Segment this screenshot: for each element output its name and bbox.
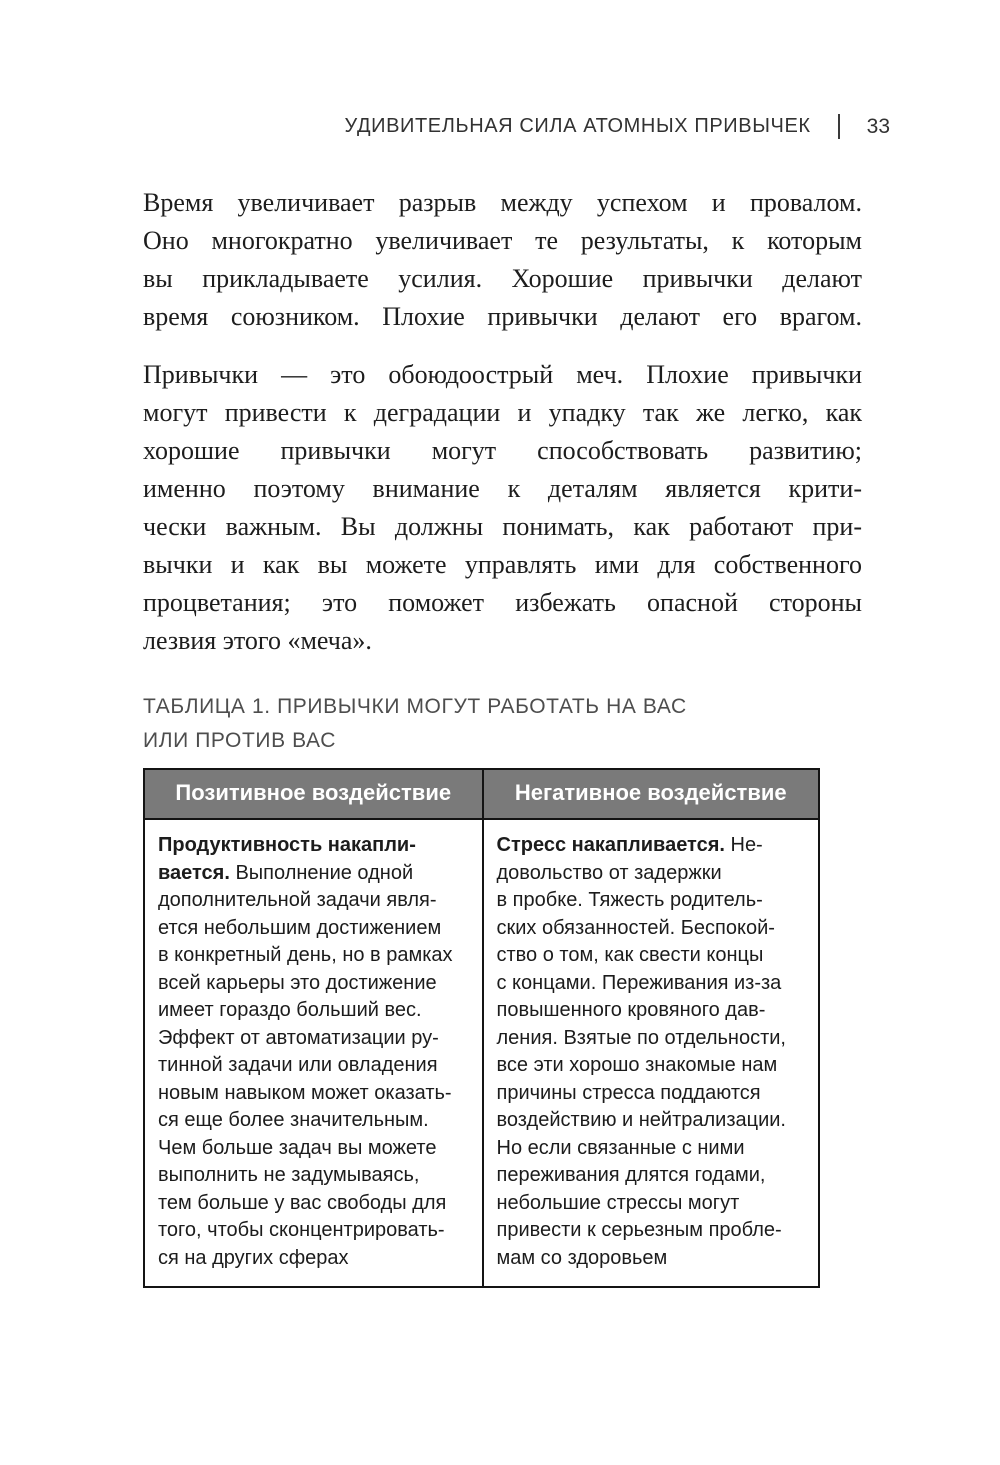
cell-text: ления. Взятые по отдельности, [496, 1026, 786, 1049]
cell-line [158, 942, 472, 970]
cell-text: ся на других сферах [158, 1246, 349, 1269]
running-head-title: УДИВИТЕЛЬНАЯ СИЛА АТОМНЫХ ПРИВЫЧЕК [344, 115, 811, 137]
cell-line [158, 1245, 472, 1273]
body-paragraph-1 [143, 184, 862, 336]
cell-text: новым навыком может оказать- [158, 1081, 452, 1104]
cell-line [158, 970, 472, 998]
cell-lead-bold: Продуктивность накапли- [158, 834, 416, 856]
cell-lead-bold: Стресс накапливается. [496, 834, 725, 856]
paragraph-line: время союзником. Плохие привычки делают его врагом. [143, 302, 862, 331]
cell-line [497, 887, 809, 915]
cell-line [158, 1107, 472, 1135]
cell-line [497, 1052, 809, 1080]
table-caption-line: ИЛИ ПРОТИВ ВАС [143, 729, 336, 752]
paragraph-line: лезвия этого «меча». [143, 626, 372, 655]
cell-text: Эффект от автоматизации ру- [158, 1026, 439, 1049]
table-caption-line: ТАБЛИЦА 1. ПРИВЫЧКИ МОГУТ РАБОТАТЬ НА ВАС [143, 695, 687, 718]
cell-text: ся еще более значительным. [158, 1109, 429, 1131]
cell-text: небольшие стрессы могут [496, 1191, 740, 1214]
cell-line [158, 1052, 472, 1080]
cell-line [497, 860, 809, 888]
cell-line [497, 832, 809, 860]
cell-text: тинной задачи или овладения [158, 1054, 438, 1076]
page-content [143, 0, 862, 1288]
paragraph-line: Привычки — это обоюдоострый меч. Плохие привычки [143, 360, 862, 389]
cell-line [158, 887, 472, 915]
paragraph-line: чески важным. Вы должны понимать, как работают при- [143, 512, 862, 541]
cell-line [158, 1217, 472, 1245]
habits-table [143, 768, 820, 1288]
cell-text: воздействию и нейтрализации. [496, 1109, 786, 1131]
cell-line [158, 1135, 472, 1163]
cell-line [497, 1245, 809, 1273]
cell-text: Чем больше задач вы можете [158, 1136, 437, 1159]
table-cell-positive [145, 820, 482, 1286]
paragraph-line: процветания; это поможет избежать опасной стороны [143, 588, 862, 617]
cell-line [158, 860, 472, 888]
cell-text: Не- [724, 834, 763, 856]
cell-text: ство о том, как свести концы [496, 944, 764, 966]
cell-line [158, 1162, 472, 1190]
cell-line [158, 997, 472, 1025]
cell-text: Но если связанные с ними [496, 1136, 745, 1159]
paragraph-line: Оно многократно увеличивает те результаты, к которым [143, 226, 862, 255]
cell-text: ских обязанностей. Беспокой- [496, 916, 775, 939]
paragraph-line: хорошие привычки могут способствовать развитию; [143, 436, 862, 465]
cell-text: того, чтобы сконцентрировать- [158, 1219, 445, 1241]
cell-text: привести к серьезным пробле- [496, 1219, 782, 1241]
cell-line [497, 1190, 809, 1218]
cell-text: имеет гораздо больший вес. [158, 999, 422, 1021]
paragraph-line: именно поэтому внимание к деталям является крити- [143, 474, 862, 503]
cell-line [158, 915, 472, 943]
cell-text: тем больше у вас свободы для [158, 1191, 447, 1214]
table-header-positive: Позитивное воздействие [145, 770, 482, 820]
table-cell-negative [482, 820, 819, 1286]
cell-text: Выполнение одной [229, 861, 414, 884]
cell-line [497, 942, 809, 970]
cell-text: довольство от задержки [496, 861, 722, 884]
paragraph-line: вы прикладываете усилия. Хорошие привычки делают [143, 264, 862, 293]
cell-line [497, 1107, 809, 1135]
cell-line [497, 970, 809, 998]
paragraph-line: Время увеличивает разрыв между успехом и провалом. [143, 188, 862, 217]
cell-text: повышенного кровяного дав- [496, 999, 766, 1021]
cell-line [158, 1190, 472, 1218]
cell-text: дополнительной задачи явля- [158, 889, 437, 911]
cell-text: выполнить не задумываясь, [158, 1164, 420, 1186]
cell-line [497, 1025, 809, 1053]
cell-line [497, 1135, 809, 1163]
cell-line [158, 1080, 472, 1108]
cell-line [158, 1025, 472, 1053]
table-caption [143, 690, 862, 758]
page-number: 33 [866, 114, 890, 138]
body-paragraph-2 [143, 356, 862, 660]
cell-text: переживания длятся годами, [496, 1164, 766, 1186]
cell-line [497, 1162, 809, 1190]
cell-text: в пробке. Тяжесть родитель- [496, 889, 763, 911]
cell-line [497, 1080, 809, 1108]
cell-text: все эти хорошо знакомые нам [496, 1054, 778, 1076]
cell-line [497, 997, 809, 1025]
cell-text: мам со здоровьем [496, 1246, 668, 1269]
cell-lead-bold: вается. [158, 861, 230, 884]
cell-text: всей карьеры это достижение [158, 971, 437, 994]
paragraph-line: могут привести к деградации и упадку так же легко, как [143, 398, 862, 427]
cell-line [497, 915, 809, 943]
cell-text: в конкретный день, но в рамках [158, 944, 453, 966]
paragraph-line: вычки и как вы можете управлять ими для собственного [143, 550, 862, 579]
cell-text: причины стресса поддаются [496, 1081, 761, 1104]
cell-line [497, 1217, 809, 1245]
cell-text: ется небольшим достижением [158, 916, 442, 939]
cell-line [158, 832, 472, 860]
cell-text: с концами. Переживания из-за [496, 971, 782, 994]
table-header-negative: Негативное воздействие [482, 770, 819, 820]
